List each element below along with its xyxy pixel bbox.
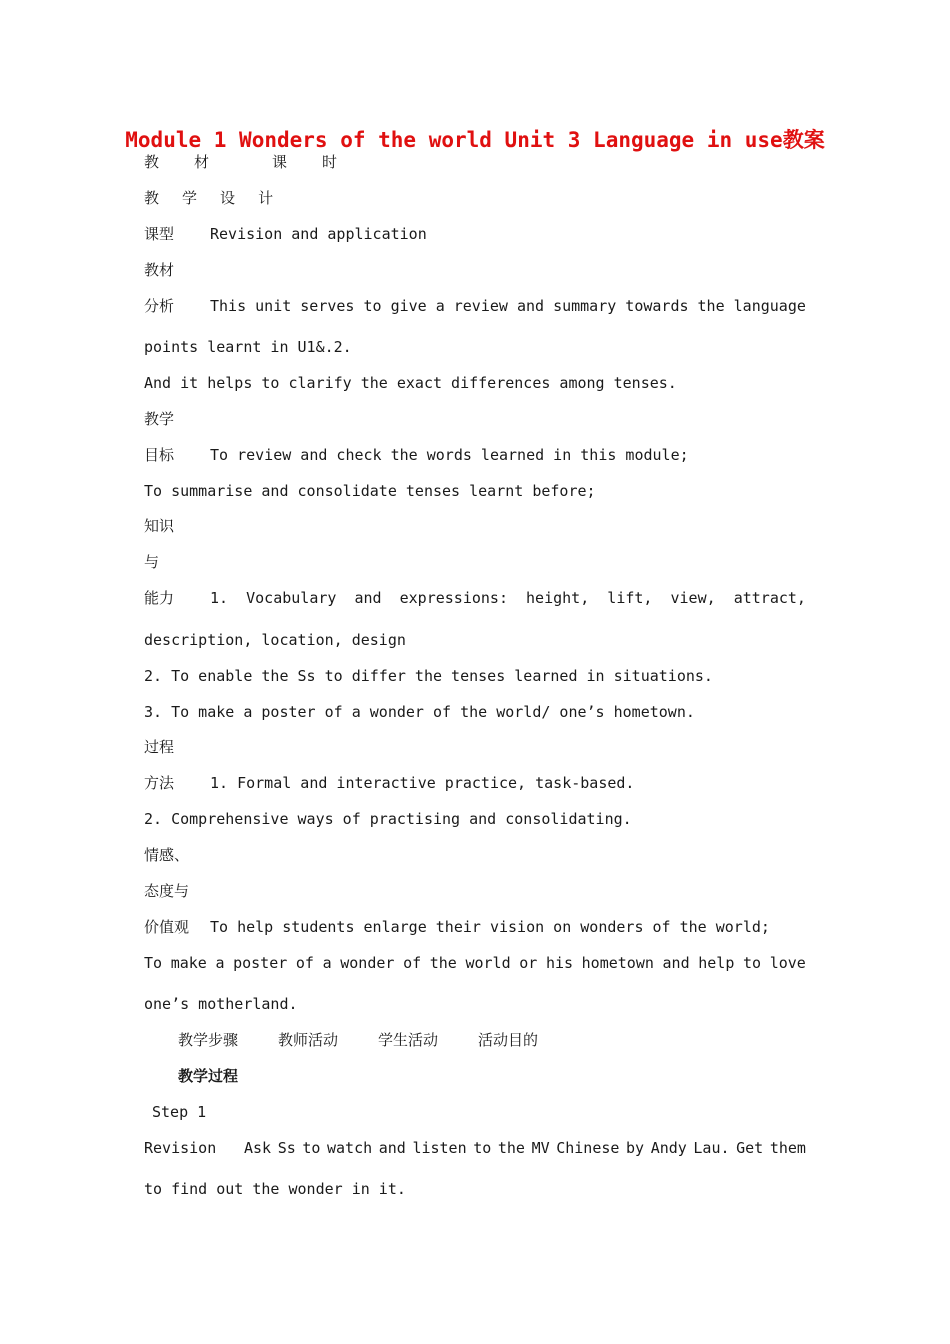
values-line-1: To help students enlarge their vision on wonders of the world;: [210, 918, 770, 936]
word: a: [435, 297, 445, 315]
word: to: [743, 954, 762, 972]
word: towards: [625, 297, 689, 315]
knowledge-label-2: 与: [144, 553, 160, 571]
values-row: [144, 917, 770, 937]
process-line-1: 1. Formal and interactive practice, task-based.: [210, 774, 635, 792]
values-line-3: one’s motherland.: [144, 995, 298, 1013]
word: of: [295, 954, 314, 972]
word: world: [465, 954, 511, 972]
word: height,: [526, 589, 590, 607]
word: make: [170, 954, 207, 972]
label-period: 课 时: [272, 153, 351, 171]
word: attract,: [733, 589, 806, 607]
word: love: [769, 954, 806, 972]
values-label-3: 价值观: [144, 918, 190, 936]
word: MV: [531, 1139, 550, 1157]
course-type-row: [144, 224, 427, 244]
word: hometown: [581, 954, 654, 972]
header-row-1: [144, 152, 350, 172]
knowledge-label-3: 能力: [144, 589, 175, 607]
word: Chinese: [556, 1139, 620, 1157]
word: help: [698, 954, 735, 972]
values-line-2: [144, 953, 806, 973]
label-textbook: 教 材: [144, 153, 223, 171]
word: This: [210, 297, 247, 315]
objectives-label-2: 目标: [144, 446, 175, 464]
word: lift,: [607, 589, 653, 607]
knowledge-line-4: 3. To make a poster of a wonder of the world/ one’s hometown.: [144, 703, 695, 721]
knowledge-label-1: 知识: [144, 517, 175, 535]
word: and: [516, 297, 545, 315]
analysis-label-1: 教材: [144, 261, 175, 279]
word: of: [403, 954, 422, 972]
course-type-label: 课型: [144, 225, 175, 243]
step1-line-2: to find out the wonder in it.: [144, 1180, 406, 1198]
process-label-1: 过程: [144, 738, 175, 756]
knowledge-line-1: [210, 588, 806, 608]
word: Ask: [244, 1139, 272, 1157]
word: the: [697, 297, 725, 315]
document-title: Module 1 Wonders of the world Unit 3 Language in use教案: [125, 128, 825, 152]
table-header-row: [178, 1030, 538, 1050]
word: or: [519, 954, 538, 972]
objectives-label-1: 教学: [144, 410, 175, 428]
word: To: [144, 954, 163, 972]
analysis-line-3: And it helps to clarify the exact differences among tenses.: [144, 374, 677, 392]
word: by: [626, 1139, 645, 1157]
values-label-2: 态度与: [144, 882, 190, 900]
process-label-2: 方法: [144, 774, 175, 792]
word: serves: [300, 297, 355, 315]
course-type-value: Revision and application: [210, 225, 427, 243]
word: and: [354, 589, 382, 607]
word: his: [545, 954, 574, 972]
word: Lau.: [693, 1139, 730, 1157]
word: a: [322, 954, 332, 972]
header-row-2: 教 学 设 计: [144, 189, 281, 207]
section-teaching-process: 教学过程: [178, 1067, 239, 1085]
word: listen: [412, 1139, 467, 1157]
word: a: [215, 954, 225, 972]
step1-name: Revision: [144, 1139, 217, 1157]
word: Andy: [650, 1139, 687, 1157]
word: language: [733, 297, 806, 315]
col-teacher-activity: 教师活动: [278, 1031, 339, 1049]
word: summary: [553, 297, 617, 315]
word: Vocabulary: [246, 589, 337, 607]
word: and: [378, 1139, 406, 1157]
col-student-activity: 学生活动: [378, 1031, 439, 1049]
objectives-line-2: To summarise and consolidate tenses learnt before;: [144, 482, 596, 500]
word: Get: [736, 1139, 764, 1157]
word: the: [429, 954, 457, 972]
analysis-line-1: [210, 296, 806, 316]
analysis-label-2: 分析: [144, 297, 175, 315]
values-label-1: 情感、: [144, 846, 190, 864]
step1-label: Step 1: [152, 1103, 207, 1121]
word: unit: [255, 297, 292, 315]
process-line-2: 2. Comprehensive ways of practising and consolidating.: [144, 810, 632, 828]
objectives-row: [144, 445, 689, 465]
word: watch: [327, 1139, 373, 1157]
word: review: [453, 297, 508, 315]
knowledge-line-3: 2. To enable the Ss to differ the tenses learned in situations.: [144, 667, 713, 685]
word: them: [769, 1139, 806, 1157]
word: Ss: [277, 1139, 296, 1157]
word: poster: [233, 954, 288, 972]
col-teaching-step: 教学步骤: [178, 1031, 239, 1049]
word: wonder: [340, 954, 395, 972]
word: 1.: [210, 589, 229, 607]
word: to: [473, 1139, 492, 1157]
word: view,: [670, 589, 716, 607]
knowledge-line-2: description, location, design: [144, 631, 406, 649]
analysis-line-2: points learnt in U1&.2.: [144, 338, 352, 356]
word: and: [662, 954, 690, 972]
word: expressions:: [399, 589, 508, 607]
objectives-line-1: To review and check the words learned in this module;: [210, 446, 689, 464]
col-activity-purpose: 活动目的: [478, 1031, 539, 1049]
word: the: [497, 1139, 525, 1157]
step1-line-1: [244, 1138, 806, 1158]
word: to: [302, 1139, 321, 1157]
word: give: [390, 297, 427, 315]
process-row: [144, 773, 634, 793]
word: to: [363, 297, 382, 315]
